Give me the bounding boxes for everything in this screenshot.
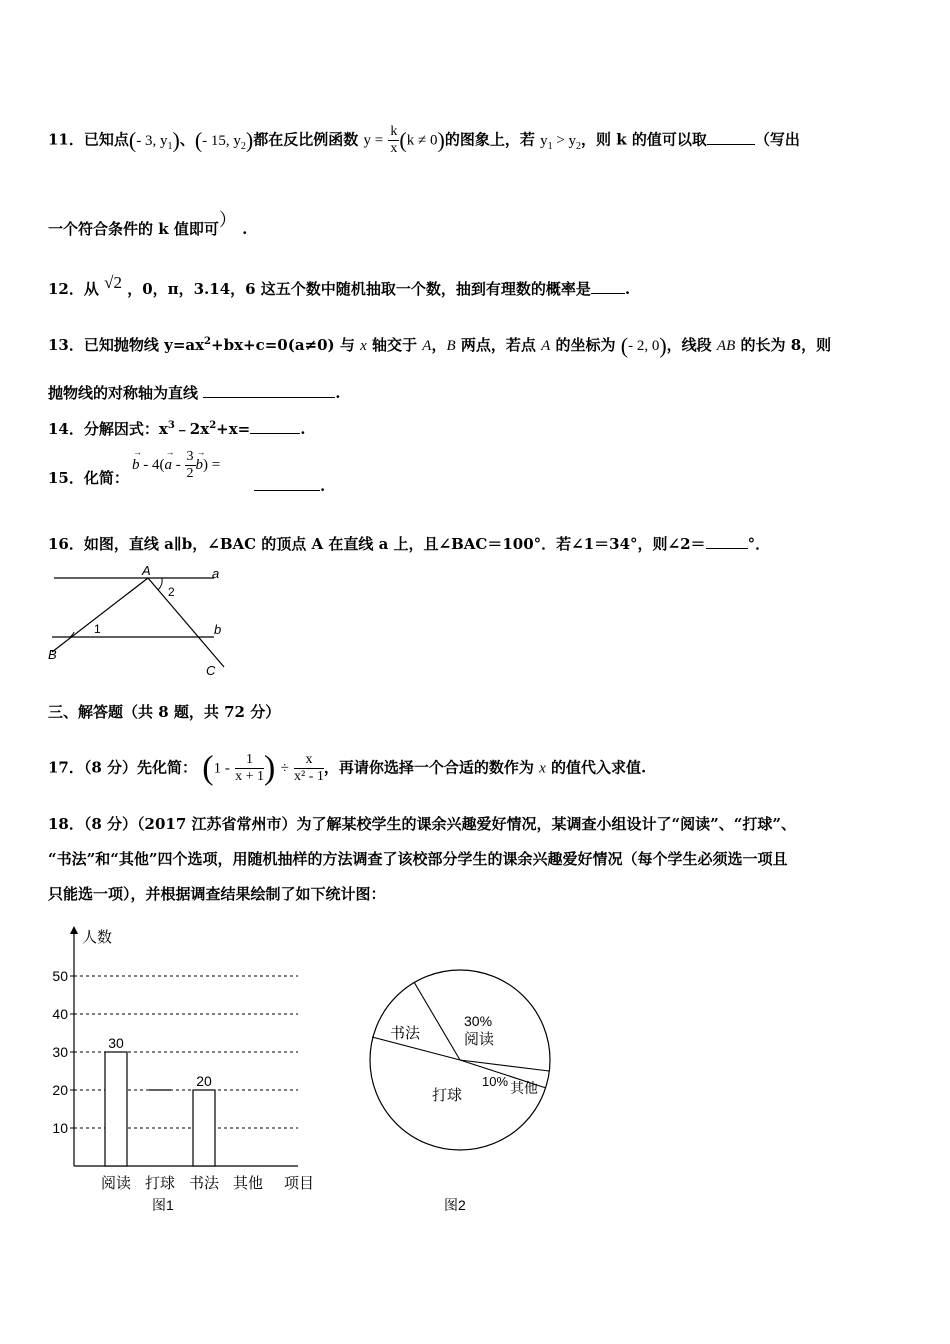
- answer-blank[interactable]: [706, 534, 748, 549]
- segment-AB: AB: [716, 338, 736, 354]
- one-minus: 1 -: [213, 760, 230, 777]
- period: .: [242, 220, 248, 238]
- y-tick-label: 30: [52, 1044, 68, 1060]
- y-tick-labels: [52, 968, 74, 1136]
- point-2-text: - 15, y: [202, 132, 241, 149]
- denominator: x: [390, 141, 398, 156]
- paren: ): [245, 127, 254, 153]
- q11-line2-text: 一个符合条件的 k 值即可: [48, 220, 219, 238]
- y1-text: y: [540, 132, 548, 149]
- y-axis-label: 人数: [82, 929, 113, 946]
- q11-text-3: 的图象上，若: [444, 130, 535, 149]
- separator: 、: [179, 130, 195, 149]
- q13-text-5: 的坐标为: [555, 336, 616, 354]
- q12-text-1: 从: [83, 280, 99, 298]
- sup: 2: [204, 336, 212, 347]
- vector-b: [195, 447, 206, 474]
- denominator: x + 1: [235, 769, 264, 784]
- q11-text-2: 都在反比例函数: [253, 130, 359, 149]
- minus: -: [175, 457, 181, 473]
- question-number: 16．: [48, 535, 84, 553]
- y2: [568, 132, 582, 152]
- minus-four: - 4(: [143, 457, 165, 473]
- bar-value-label: 30: [108, 1035, 124, 1051]
- section-heading: 三、解答题（共 8 题，共 72 分）: [48, 703, 281, 721]
- fraction-2: [294, 752, 324, 785]
- point-B: B: [446, 338, 456, 354]
- question-13: [48, 332, 831, 356]
- vector-a: [164, 447, 175, 474]
- paren: (: [202, 749, 214, 787]
- question-16: [48, 534, 770, 554]
- slice-percent-other: 10%: [482, 1074, 509, 1089]
- vector-arrow: →: [133, 447, 142, 457]
- paren: ): [659, 333, 667, 358]
- q13-line2-text: 抛物线的对称轴为直线: [48, 384, 199, 402]
- fraction-3-over-2: [185, 449, 196, 482]
- paren: (: [194, 127, 203, 153]
- label-a: a: [212, 566, 220, 581]
- sup: 2: [209, 420, 217, 431]
- q11-text-4: ，则 k 的值可以取: [581, 130, 707, 149]
- vector-b: [132, 447, 142, 474]
- label-angle-1: 1: [94, 622, 101, 636]
- q12-text-2: ，0，π，3.14，6 这五个数中随机抽取一个数，抽到有理数的概率是: [127, 280, 591, 298]
- q13-text-4: 两点，若点: [460, 336, 536, 354]
- angle-2-arc: [158, 578, 162, 590]
- fraction-1: [235, 752, 264, 785]
- sub: 2: [240, 140, 246, 152]
- category-label: 阅读: [100, 1175, 132, 1192]
- vector-arrow: →: [196, 447, 206, 457]
- answer-blank[interactable]: [591, 279, 625, 294]
- answer-blank[interactable]: [203, 383, 335, 398]
- bar-chart: [40, 920, 340, 1220]
- slice-divider: [414, 982, 460, 1060]
- bar-3: [193, 1090, 215, 1166]
- q18-line-1: 18．（8 分）（2017 江苏省常州市）为了解某校学生的课余兴趣爱好情况，某调查小组设计了“阅读”、“打球”、: [48, 815, 797, 833]
- close-equals: ) =: [203, 457, 221, 473]
- q16-figure: [44, 562, 244, 682]
- slice-label-calligraphy: 书法: [390, 1025, 421, 1042]
- sub: 1: [547, 140, 553, 152]
- label-angle-2: 2: [168, 585, 175, 599]
- greater-than: >: [552, 132, 569, 149]
- var-b: b: [132, 457, 140, 473]
- y2-text: y: [568, 132, 577, 149]
- question-number: 14．: [48, 420, 84, 438]
- question-11: [48, 124, 800, 157]
- slice-label-ballgames: 打球: [432, 1087, 463, 1104]
- slice-label-other: 其他: [510, 1080, 538, 1096]
- denominator: x² - 1: [294, 769, 324, 784]
- var-x: x: [539, 760, 546, 777]
- vector-arrow: →: [165, 447, 175, 457]
- point-1-text: - 3, y: [136, 132, 168, 149]
- category-labels: [101, 1174, 263, 1192]
- question-11-line-2: [48, 210, 247, 239]
- q17-text-2: ，再请你选择一个合适的数作为: [323, 758, 534, 777]
- question-13-line-2: [48, 383, 340, 403]
- q15-expression: [132, 449, 220, 482]
- label-B: B: [48, 647, 57, 662]
- y-tick-label: 40: [52, 1006, 68, 1022]
- q11-text-5: （写出: [754, 130, 800, 149]
- q17-text-1: （8 分）先化简：: [83, 758, 198, 777]
- q13-text-6: ，线段: [666, 336, 712, 354]
- period: .: [300, 420, 306, 438]
- y-tick-label: 20: [52, 1082, 68, 1098]
- y-equals: y =: [363, 132, 384, 149]
- paren: ): [437, 127, 445, 153]
- category-label: 打球: [144, 1175, 176, 1192]
- coordinate: - 2, 0: [628, 338, 660, 354]
- point-A: A: [541, 338, 551, 354]
- q13-text-7: 的长为 8，则: [740, 336, 832, 354]
- q16-text: 如图，直线 a∥b，∠BAC 的顶点 A 在直线 a 上，且∠BAC＝100°．若∠1＝34°，则∠2＝: [83, 535, 706, 553]
- q15-answer: [254, 476, 325, 496]
- q14-text-3: +x=: [216, 420, 251, 438]
- paren: (: [620, 333, 629, 358]
- q18-line-3: 只能选一项），并根据调查结果绘制了如下统计图：: [48, 885, 386, 903]
- var-x: x: [360, 338, 367, 354]
- question-12: [48, 273, 630, 299]
- question-number: 17．: [48, 758, 84, 777]
- bars: [105, 1035, 215, 1166]
- paren: (: [128, 127, 137, 153]
- point-1: [136, 132, 173, 152]
- y-axis-arrow: [70, 926, 78, 934]
- var-b: b: [195, 457, 203, 473]
- paren: (: [399, 127, 407, 153]
- question-number: 12．: [48, 280, 84, 298]
- y-tick-label: 10: [52, 1120, 68, 1136]
- slice-percent-reading: 30%: [464, 1013, 493, 1029]
- y-tick-label: 50: [52, 968, 68, 984]
- denominator: 2: [186, 466, 194, 481]
- q14-text-1: 分解因式：x: [83, 420, 168, 438]
- fraction-k-over-x: [388, 124, 399, 157]
- paren: ): [172, 127, 180, 153]
- answer-blank[interactable]: [707, 130, 755, 145]
- q13-text-2: +bx+c=0(a≠0) 与: [211, 336, 355, 354]
- slice-divider: [460, 1060, 549, 1071]
- pie-chart: [360, 960, 570, 1220]
- point-A: A: [422, 338, 432, 354]
- q17-text-3: 的值代入求值.: [551, 758, 647, 777]
- numerator: 1: [235, 752, 264, 769]
- q15-text-1: 化简：: [83, 469, 129, 487]
- q18-line-2: “书法”和“其他”四个选项，用随机抽样的方法调查了该校部分学生的课余兴趣爱好情况（每个学生必须选一项且: [48, 850, 788, 868]
- question-15: [48, 468, 129, 488]
- comma: ，: [431, 336, 447, 354]
- label-b: b: [214, 622, 222, 637]
- label-A: A: [142, 563, 151, 578]
- var-a: a: [164, 457, 172, 473]
- period: .: [335, 384, 341, 402]
- slice-label-reading: 阅读: [464, 1031, 495, 1048]
- bar-value-label: 20: [196, 1073, 212, 1089]
- question-number: 13．: [48, 336, 84, 354]
- close-paren: ）: [218, 210, 237, 230]
- numerator: x: [294, 752, 324, 769]
- numerator: 3: [186, 449, 194, 464]
- sub: 2: [576, 140, 582, 152]
- question-number: 15．: [48, 469, 84, 487]
- category-label: 书法: [188, 1175, 220, 1192]
- y1: [540, 132, 553, 152]
- q13-text-1: 已知抛物线 y=ax: [83, 336, 205, 354]
- answer-blank[interactable]: [250, 419, 300, 434]
- chart-title: 图1: [152, 1197, 174, 1213]
- question-14: [48, 416, 305, 439]
- period: .: [320, 477, 326, 495]
- sub: 1: [167, 140, 173, 152]
- divide: ÷: [280, 760, 289, 777]
- question-number: 11．: [48, 130, 84, 149]
- line-AC: [148, 578, 224, 667]
- category-label: 其他: [232, 1175, 264, 1192]
- bar-1: [105, 1052, 127, 1166]
- answer-blank[interactable]: [254, 476, 320, 491]
- condition: k ≠ 0: [406, 132, 438, 149]
- chart-title: 图2: [444, 1197, 466, 1213]
- q13-text-3: 轴交于: [372, 336, 418, 354]
- q14-text-2: ﹣2x: [174, 420, 210, 438]
- label-C: C: [206, 663, 216, 678]
- line-AB: [52, 578, 148, 652]
- question-17: [48, 749, 647, 787]
- sqrt-2: √2: [104, 273, 122, 292]
- sup: 3: [167, 420, 175, 431]
- period: .: [624, 280, 631, 298]
- degree-period: °．: [747, 535, 771, 553]
- numerator: k: [390, 124, 398, 139]
- point-2: [202, 132, 246, 152]
- q11-text-1: 已知点: [83, 130, 129, 149]
- paren: ): [264, 749, 276, 787]
- x-axis-label: 项目: [284, 1175, 315, 1192]
